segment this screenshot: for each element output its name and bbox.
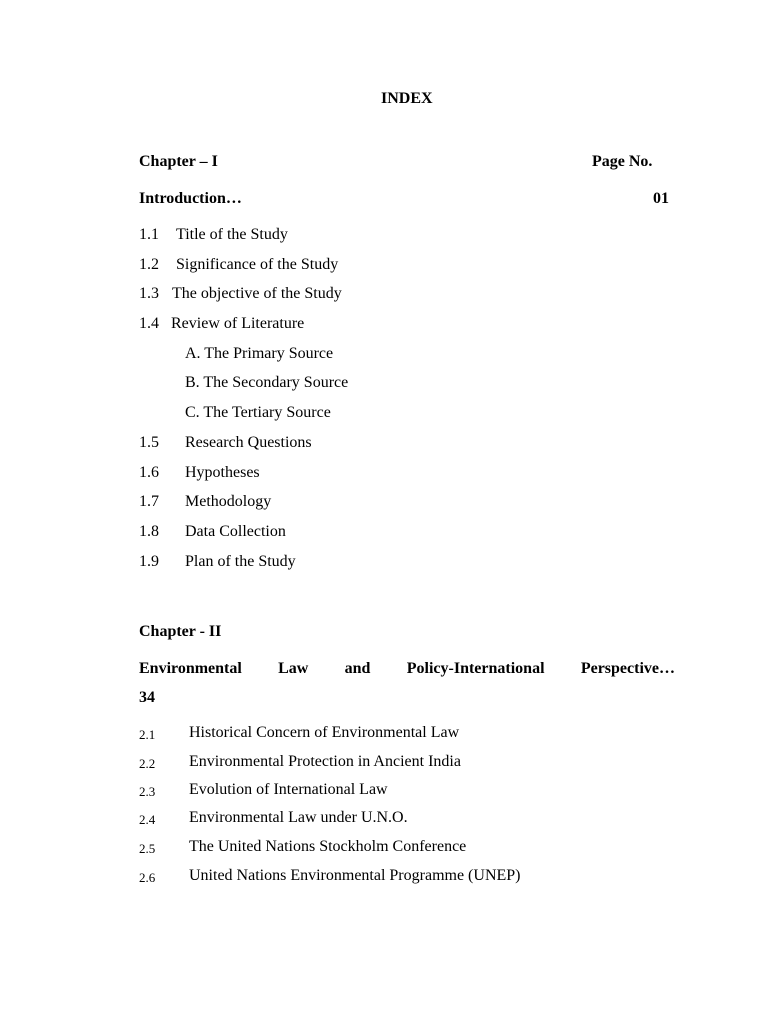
chapter-2-title: [139, 659, 675, 679]
chapter-2-page: 34: [139, 689, 155, 706]
toc-item-text: The objective of the Study: [172, 285, 342, 302]
toc-item-number: 1.3: [139, 285, 159, 302]
toc-item-number: 1.5: [139, 434, 159, 451]
toc-item-number: 2.2: [139, 756, 156, 771]
toc-item-number: 1.9: [139, 553, 159, 570]
toc-item-number: 2.6: [139, 870, 156, 885]
toc-item-text: The United Nations Stockholm Conference: [189, 838, 467, 855]
toc-item-number: 1.8: [139, 523, 159, 540]
toc-item-number: 1.6: [139, 464, 159, 481]
toc-item-text: Evolution of International Law: [189, 781, 388, 798]
chapter-2-title-word: Policy-International: [406, 660, 545, 677]
chapter-2-title-word: Perspective…: [580, 660, 675, 677]
chapter-2-heading: Chapter - II: [139, 623, 222, 640]
toc-item-number: 2.5: [139, 841, 156, 856]
index-title: INDEX: [381, 90, 433, 107]
toc-item-text: Research Questions: [185, 434, 312, 451]
toc-item-text: Significance of the Study: [176, 256, 339, 273]
chapter-2-title-word: Environmental: [139, 660, 242, 677]
toc-item-text: United Nations Environmental Programme (UNEP): [189, 867, 521, 884]
toc-item-number: 1.4: [139, 315, 159, 332]
toc-subitem-text: A. The Primary Source: [185, 345, 334, 362]
toc-item-number: 1.2: [139, 256, 159, 273]
toc-item-number: 2.4: [139, 812, 156, 827]
page-number-label: Page No.: [592, 153, 653, 170]
chapter-1-title: Introduction…: [139, 190, 242, 207]
toc-item-text: Methodology: [185, 493, 272, 510]
chapter-2-title-word: and: [344, 660, 371, 677]
chapter-1-heading: Chapter – I: [139, 153, 218, 170]
toc-item-number: 1.7: [139, 493, 159, 510]
toc-item-number: 2.1: [139, 727, 156, 742]
chapter-2-title-word: Law: [278, 660, 309, 677]
toc-item-text: Historical Concern of Environmental Law: [189, 724, 460, 741]
toc-item-number: 1.1: [139, 226, 159, 243]
toc-item-number: 2.3: [139, 784, 156, 799]
toc-item-text: Environmental Protection in Ancient India: [189, 753, 461, 770]
toc-item-text: Review of Literature: [171, 315, 305, 332]
toc-item-text: Plan of the Study: [185, 553, 296, 570]
toc-item-text: Hypotheses: [185, 464, 260, 481]
toc-item-text: Data Collection: [185, 523, 286, 540]
toc-subitem-text: B. The Secondary Source: [185, 374, 349, 391]
toc-item-text: Title of the Study: [176, 226, 288, 243]
toc-item-text: Environmental Law under U.N.O.: [189, 809, 408, 826]
chapter-1-page: 01: [653, 190, 669, 207]
toc-subitem-text: C. The Tertiary Source: [185, 404, 331, 421]
